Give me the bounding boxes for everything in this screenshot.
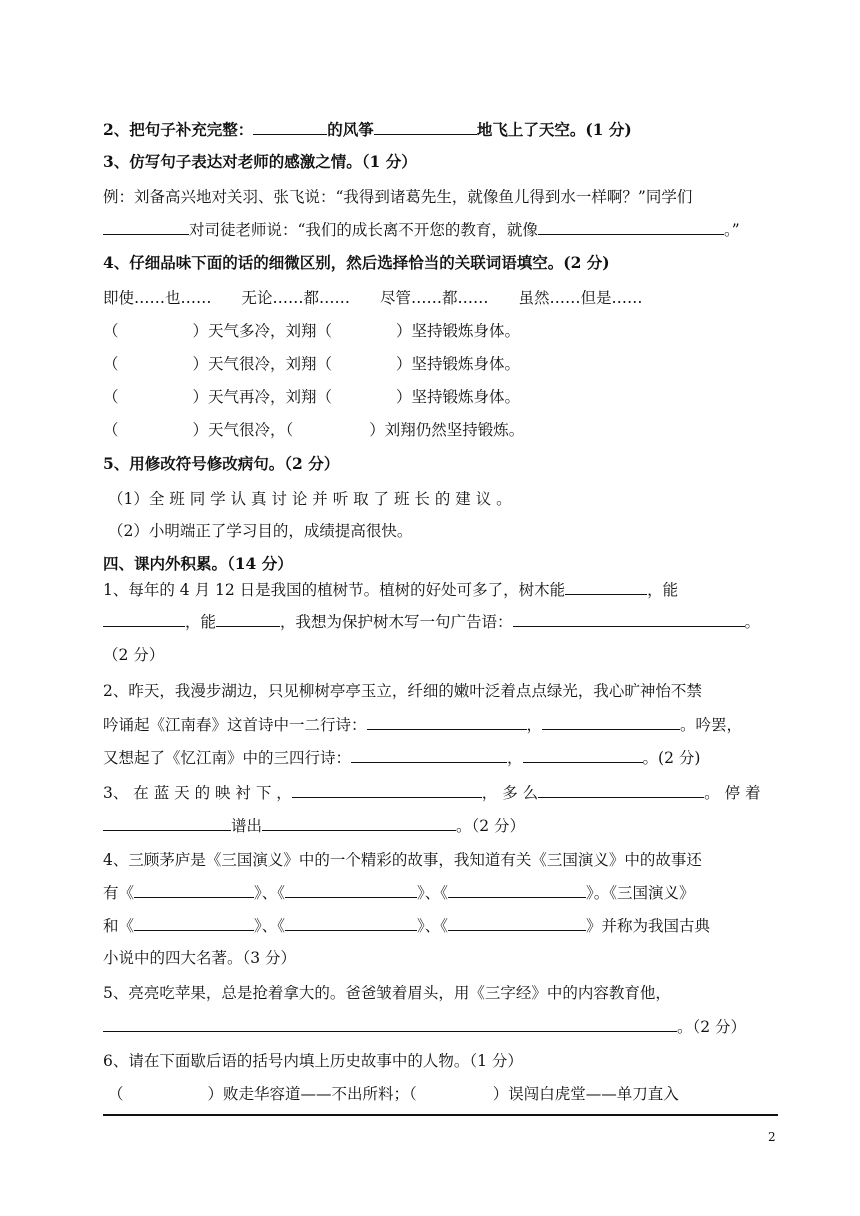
item-6-line: （ ）败走华容道——不出所料；（ ）误闯白虎堂——单刀直入	[108, 1085, 679, 1103]
blank	[103, 218, 189, 235]
question-5-sentence-2: （2）小明端正了学习目的，成绩提高很快。	[108, 522, 413, 540]
item-2-line2: 吟诵起《江南春》这首诗中一二行诗： ， 。吟罢，	[103, 713, 742, 736]
item-4-line3: 和《 》、《 》、《 》并称为我国古典	[103, 914, 710, 937]
blank	[253, 118, 327, 135]
question-3-title: 3、仿写句子表达对老师的感激之情。（1 分）	[103, 152, 417, 171]
section-title: 四、课内外积累。（14 分）	[103, 554, 293, 573]
item-2-line1: 2、昨天，我漫步湖边，只见柳树亭亭玉立，纤细的嫩叶泛着点点绿光，我心旷神怡不禁	[103, 682, 702, 700]
item-1-line1: 1、每年的 4 月 12 日是我国的植树节。植树的好处可多了，树木能 ，能	[103, 578, 678, 601]
question-4-row: （ ）天气多冷，刘翔（ ）坚持锻炼身体。	[103, 322, 521, 340]
question-3-line2: 对司徒老师说：“我们的成长离不开您的教育，就像 。”	[103, 218, 740, 241]
question-4-options: 即使……也…… 无论……都…… 尽管……都…… 虽然……但是……	[103, 289, 643, 307]
item-5-line2: 。（2 分）	[103, 1015, 746, 1038]
question-4-row: （ ）天气再冷，刘翔（ ）坚持锻炼身体。	[103, 388, 521, 406]
item-4-line2: 有《 》、《 》、《 》。《三国演义》	[103, 881, 695, 904]
question-5-title: 5、用修改符号修改病句。（2 分）	[103, 454, 340, 473]
question-3-example: 例：刘备高兴地对关羽、张飞说：“我得到诸葛先生，就像鱼儿得到水一样啊？”同学们	[103, 188, 693, 206]
question-5-sentence-1: （1）全 班 同 学 认 真 讨 论 并 听 取 了 班 长 的 建 议 。	[108, 490, 512, 508]
item-3-line1: 3、 在 蓝 天 的 映 衬 下 ， ， 多 么 。 停 着	[103, 781, 761, 804]
item-1-line2: ，能 ，我想为保护树木写一句广告语： 。	[103, 610, 760, 633]
question-2: 2、把句子补充完整： 的风筝 地飞上了天空。(1 分)	[103, 120, 632, 139]
item-6-title: 6、请在下面歇后语的括号内填上历史故事中的人物。（1 分）	[103, 1052, 523, 1070]
question-4-title: 4、仔细品味下面的话的细微区别，然后选择恰当的关联词语填空。(2 分)	[103, 253, 610, 272]
item-1-score: （2 分）	[103, 646, 165, 664]
blank	[374, 118, 477, 135]
item-3-line2: 谱出 。（2 分）	[103, 814, 525, 837]
item-2-line3: 又想起了《忆江南》中的三四行诗： ， 。(2 分)	[103, 746, 700, 769]
blank	[538, 218, 724, 235]
question-4-row: （ ）天气很冷，（ ）刘翔仍然坚持锻炼。	[103, 421, 525, 439]
page-number: 2	[768, 1130, 776, 1144]
item-4-line4: 小说中的四大名著。（3 分）	[103, 949, 297, 967]
item-4-line1: 4、三顾茅庐是《三国演义》中的一个精彩的故事，我知道有关《三国演义》中的故事还	[103, 851, 702, 869]
footer-rule	[103, 1114, 778, 1116]
item-5-line1: 5、亮亮吃苹果，总是抢着拿大的。爸爸皱着眉头，用《三字经》中的内容教育他，	[103, 984, 671, 1002]
question-4-row: （ ）天气很冷，刘翔（ ）坚持锻炼身体。	[103, 355, 521, 373]
